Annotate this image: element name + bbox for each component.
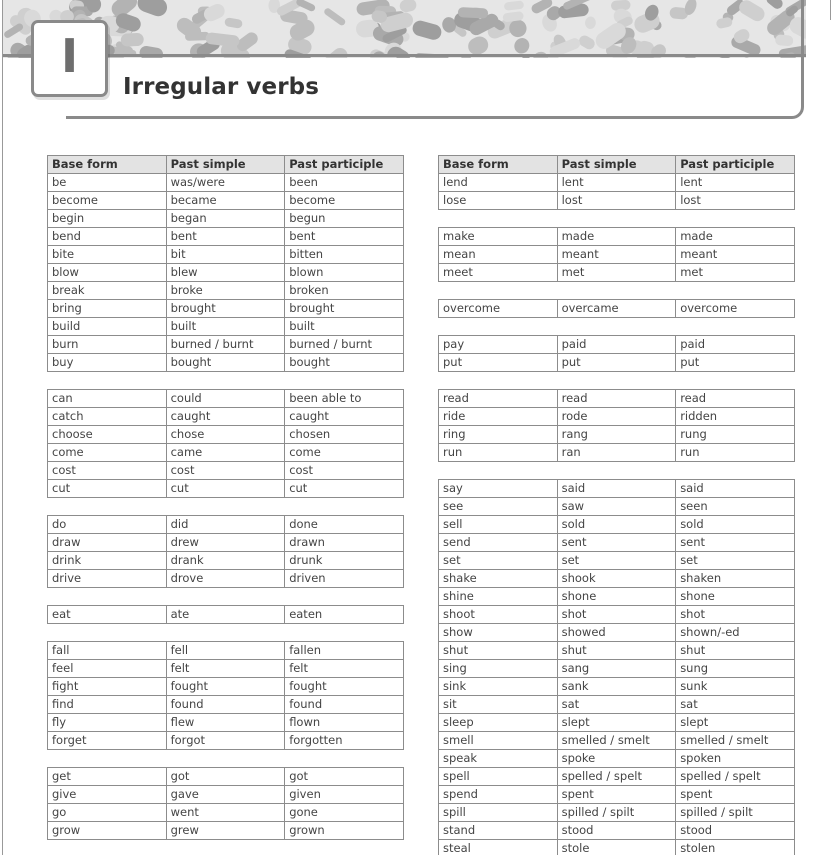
- past-participle-cell: been: [285, 174, 404, 192]
- past-simple-cell: spoke: [557, 750, 676, 768]
- past-simple-cell: showed: [557, 624, 676, 642]
- past-participle-cell: found: [285, 696, 404, 714]
- past-simple-cell: bit: [166, 246, 285, 264]
- past-participle-cell: felt: [285, 660, 404, 678]
- base-form-cell: lose: [439, 192, 558, 210]
- past-simple-cell: read: [557, 390, 676, 408]
- table-row: [439, 174, 795, 192]
- past-simple-cell: drew: [166, 534, 285, 552]
- base-form-cell: set: [439, 552, 558, 570]
- table-row: [48, 714, 404, 732]
- past-simple-cell: made: [557, 228, 676, 246]
- past-participle-cell: grown: [285, 822, 404, 840]
- table-row: [439, 624, 795, 642]
- past-participle-cell: broken: [285, 282, 404, 300]
- past-simple-cell: sat: [557, 696, 676, 714]
- base-form-cell: read: [439, 390, 558, 408]
- base-form-cell: eat: [48, 606, 167, 624]
- past-simple-cell: shook: [557, 570, 676, 588]
- base-form-cell: pay: [439, 336, 558, 354]
- table-row: [48, 336, 404, 354]
- past-simple-cell: rang: [557, 426, 676, 444]
- past-participle-cell: burned / burnt: [285, 336, 404, 354]
- base-form-cell: blow: [48, 264, 167, 282]
- base-form-cell: drive: [48, 570, 167, 588]
- past-participle-cell: ridden: [676, 408, 795, 426]
- past-participle-cell: been able to: [285, 390, 404, 408]
- past-simple-cell: stole: [557, 840, 676, 855]
- past-simple-cell: lent: [557, 174, 676, 192]
- past-simple-cell: smelled / smelt: [557, 732, 676, 750]
- past-simple-cell: cut: [166, 480, 285, 498]
- past-simple-cell: met: [557, 264, 676, 282]
- past-participle-cell: shut: [676, 642, 795, 660]
- past-simple-cell: found: [166, 696, 285, 714]
- past-simple-cell: chose: [166, 426, 285, 444]
- base-form-cell: cost: [48, 462, 167, 480]
- table-row: [439, 354, 795, 372]
- verb-table-right: [438, 155, 795, 855]
- past-simple-cell: fought: [166, 678, 285, 696]
- past-participle-cell: stolen: [676, 840, 795, 855]
- base-form-cell: begin: [48, 210, 167, 228]
- table-row: [439, 714, 795, 732]
- section-letter: I: [60, 28, 79, 83]
- past-participle-cell: shot: [676, 606, 795, 624]
- table-row: [439, 480, 795, 498]
- group-spacer: [48, 372, 404, 390]
- past-simple-cell: saw: [557, 498, 676, 516]
- base-form-cell: break: [48, 282, 167, 300]
- table-row: [439, 750, 795, 768]
- base-form-cell: sing: [439, 660, 558, 678]
- past-participle-cell: shown/-ed: [676, 624, 795, 642]
- base-form-cell: fight: [48, 678, 167, 696]
- table-row: [439, 534, 795, 552]
- table-row: [439, 426, 795, 444]
- past-simple-cell: could: [166, 390, 285, 408]
- past-simple-cell: was/were: [166, 174, 285, 192]
- base-form-cell: build: [48, 318, 167, 336]
- table-row: [439, 840, 795, 855]
- column-header-base-form: Base form: [48, 156, 167, 174]
- group-spacer: [48, 588, 404, 606]
- past-participle-cell: forgotten: [285, 732, 404, 750]
- past-participle-cell: got: [285, 768, 404, 786]
- group-spacer: [48, 624, 404, 642]
- table-row: [439, 660, 795, 678]
- past-simple-cell: became: [166, 192, 285, 210]
- table-row: [48, 192, 404, 210]
- base-form-cell: show: [439, 624, 558, 642]
- table-row: [439, 822, 795, 840]
- past-simple-cell: spelled / spelt: [557, 768, 676, 786]
- past-simple-cell: gave: [166, 786, 285, 804]
- past-simple-cell: sold: [557, 516, 676, 534]
- table-row: [439, 570, 795, 588]
- past-participle-cell: gone: [285, 804, 404, 822]
- column-header-past-participle: Past participle: [676, 156, 795, 174]
- base-form-cell: choose: [48, 426, 167, 444]
- base-form-cell: bend: [48, 228, 167, 246]
- table-header-row: [439, 156, 795, 174]
- past-simple-cell: broke: [166, 282, 285, 300]
- past-simple-cell: flew: [166, 714, 285, 732]
- past-participle-cell: driven: [285, 570, 404, 588]
- table-row: [439, 696, 795, 714]
- group-spacer: [439, 282, 795, 300]
- table-row: [439, 606, 795, 624]
- past-participle-cell: bought: [285, 354, 404, 372]
- base-form-cell: put: [439, 354, 558, 372]
- past-simple-cell: ran: [557, 444, 676, 462]
- base-form-cell: be: [48, 174, 167, 192]
- group-spacer: [439, 462, 795, 480]
- past-participle-cell: rung: [676, 426, 795, 444]
- base-form-cell: spend: [439, 786, 558, 804]
- past-simple-cell: sent: [557, 534, 676, 552]
- base-form-cell: fly: [48, 714, 167, 732]
- column-header-past-participle: Past participle: [285, 156, 404, 174]
- past-participle-cell: run: [676, 444, 795, 462]
- past-simple-cell: blew: [166, 264, 285, 282]
- base-form-cell: sit: [439, 696, 558, 714]
- past-simple-cell: began: [166, 210, 285, 228]
- past-participle-cell: bitten: [285, 246, 404, 264]
- table-row: [439, 444, 795, 462]
- past-simple-cell: paid: [557, 336, 676, 354]
- past-simple-cell: bent: [166, 228, 285, 246]
- base-form-cell: bite: [48, 246, 167, 264]
- table-row: [48, 642, 404, 660]
- base-form-cell: say: [439, 480, 558, 498]
- past-participle-cell: spent: [676, 786, 795, 804]
- base-form-cell: grow: [48, 822, 167, 840]
- past-participle-cell: eaten: [285, 606, 404, 624]
- group-spacer: [48, 498, 404, 516]
- table-header-row: [48, 156, 404, 174]
- group-spacer: [439, 318, 795, 336]
- past-participle-cell: spelled / spelt: [676, 768, 795, 786]
- column-header-base-form: Base form: [439, 156, 558, 174]
- past-simple-cell: felt: [166, 660, 285, 678]
- past-simple-cell: lost: [557, 192, 676, 210]
- table-row: [48, 462, 404, 480]
- past-participle-cell: flown: [285, 714, 404, 732]
- table-row: [48, 426, 404, 444]
- group-spacer: [439, 210, 795, 228]
- past-simple-cell: drank: [166, 552, 285, 570]
- table-row: [48, 516, 404, 534]
- table-row: [48, 732, 404, 750]
- base-form-cell: ride: [439, 408, 558, 426]
- table-row: [439, 264, 795, 282]
- past-simple-cell: set: [557, 552, 676, 570]
- table-row: [48, 390, 404, 408]
- base-form-cell: catch: [48, 408, 167, 426]
- table-row: [48, 534, 404, 552]
- base-form-cell: mean: [439, 246, 558, 264]
- past-participle-cell: become: [285, 192, 404, 210]
- table-row: [48, 210, 404, 228]
- past-participle-cell: put: [676, 354, 795, 372]
- base-form-cell: shoot: [439, 606, 558, 624]
- column-header-past-simple: Past simple: [166, 156, 285, 174]
- base-form-cell: ring: [439, 426, 558, 444]
- past-participle-cell: bent: [285, 228, 404, 246]
- table-row: [439, 642, 795, 660]
- past-participle-cell: set: [676, 552, 795, 570]
- past-participle-cell: chosen: [285, 426, 404, 444]
- past-participle-cell: paid: [676, 336, 795, 354]
- past-participle-cell: overcome: [676, 300, 795, 318]
- table-row: [48, 552, 404, 570]
- verb-table-left: [47, 155, 404, 840]
- table-row: [439, 300, 795, 318]
- past-simple-cell: put: [557, 354, 676, 372]
- past-participle-cell: smelled / smelt: [676, 732, 795, 750]
- past-simple-cell: brought: [166, 300, 285, 318]
- table-row: [48, 768, 404, 786]
- base-form-cell: burn: [48, 336, 167, 354]
- table-row: [439, 732, 795, 750]
- past-simple-cell: overcame: [557, 300, 676, 318]
- past-participle-cell: said: [676, 480, 795, 498]
- past-simple-cell: shot: [557, 606, 676, 624]
- past-participle-cell: blown: [285, 264, 404, 282]
- table-row: [48, 318, 404, 336]
- past-simple-cell: grew: [166, 822, 285, 840]
- past-participle-cell: lost: [676, 192, 795, 210]
- base-form-cell: shake: [439, 570, 558, 588]
- past-participle-cell: shaken: [676, 570, 795, 588]
- table-row: [48, 354, 404, 372]
- base-form-cell: give: [48, 786, 167, 804]
- past-participle-cell: built: [285, 318, 404, 336]
- base-form-cell: drink: [48, 552, 167, 570]
- base-form-cell: get: [48, 768, 167, 786]
- past-simple-cell: went: [166, 804, 285, 822]
- table-row: [439, 246, 795, 264]
- table-row: [48, 246, 404, 264]
- base-form-cell: sleep: [439, 714, 558, 732]
- base-form-cell: overcome: [439, 300, 558, 318]
- base-form-cell: forget: [48, 732, 167, 750]
- base-form-cell: draw: [48, 534, 167, 552]
- past-participle-cell: caught: [285, 408, 404, 426]
- past-simple-cell: meant: [557, 246, 676, 264]
- table-row: [48, 174, 404, 192]
- past-simple-cell: got: [166, 768, 285, 786]
- past-participle-cell: come: [285, 444, 404, 462]
- past-participle-cell: meant: [676, 246, 795, 264]
- base-form-cell: shut: [439, 642, 558, 660]
- past-simple-cell: came: [166, 444, 285, 462]
- base-form-cell: can: [48, 390, 167, 408]
- base-form-cell: cut: [48, 480, 167, 498]
- past-simple-cell: sang: [557, 660, 676, 678]
- table-row: [439, 228, 795, 246]
- past-participle-cell: read: [676, 390, 795, 408]
- base-form-cell: sell: [439, 516, 558, 534]
- past-participle-cell: fought: [285, 678, 404, 696]
- page-title: Irregular verbs: [123, 74, 320, 100]
- past-participle-cell: sent: [676, 534, 795, 552]
- past-participle-cell: sunk: [676, 678, 795, 696]
- table-row: [48, 408, 404, 426]
- past-participle-cell: seen: [676, 498, 795, 516]
- table-row: [48, 444, 404, 462]
- table-row: [48, 282, 404, 300]
- base-form-cell: become: [48, 192, 167, 210]
- past-simple-cell: slept: [557, 714, 676, 732]
- table-row: [439, 588, 795, 606]
- section-letter-box: [31, 20, 108, 97]
- table-row: [439, 192, 795, 210]
- past-simple-cell: bought: [166, 354, 285, 372]
- past-simple-cell: rode: [557, 408, 676, 426]
- past-simple-cell: said: [557, 480, 676, 498]
- base-form-cell: meet: [439, 264, 558, 282]
- past-simple-cell: fell: [166, 642, 285, 660]
- base-form-cell: smell: [439, 732, 558, 750]
- past-participle-cell: stood: [676, 822, 795, 840]
- past-simple-cell: did: [166, 516, 285, 534]
- past-simple-cell: caught: [166, 408, 285, 426]
- base-form-cell: shine: [439, 588, 558, 606]
- table-row: [439, 786, 795, 804]
- base-form-cell: stand: [439, 822, 558, 840]
- base-form-cell: bring: [48, 300, 167, 318]
- past-participle-cell: cost: [285, 462, 404, 480]
- past-participle-cell: sold: [676, 516, 795, 534]
- past-simple-cell: spilled / spilt: [557, 804, 676, 822]
- group-spacer: [48, 750, 404, 768]
- past-simple-cell: sank: [557, 678, 676, 696]
- base-form-cell: sink: [439, 678, 558, 696]
- table-row: [439, 408, 795, 426]
- table-row: [48, 822, 404, 840]
- past-simple-cell: cost: [166, 462, 285, 480]
- base-form-cell: see: [439, 498, 558, 516]
- base-form-cell: send: [439, 534, 558, 552]
- group-spacer: [439, 372, 795, 390]
- past-participle-cell: met: [676, 264, 795, 282]
- past-simple-cell: burned / burnt: [166, 336, 285, 354]
- base-form-cell: make: [439, 228, 558, 246]
- past-simple-cell: built: [166, 318, 285, 336]
- past-participle-cell: sat: [676, 696, 795, 714]
- base-form-cell: buy: [48, 354, 167, 372]
- past-participle-cell: brought: [285, 300, 404, 318]
- past-participle-cell: spoken: [676, 750, 795, 768]
- page-edge-line: [2, 0, 3, 855]
- table-row: [439, 552, 795, 570]
- header-frame: [66, 0, 804, 119]
- past-participle-cell: made: [676, 228, 795, 246]
- past-participle-cell: drawn: [285, 534, 404, 552]
- table-row: [48, 480, 404, 498]
- base-form-cell: spill: [439, 804, 558, 822]
- base-form-cell: lend: [439, 174, 558, 192]
- past-participle-cell: sung: [676, 660, 795, 678]
- table-row: [48, 228, 404, 246]
- past-participle-cell: given: [285, 786, 404, 804]
- table-row: [48, 300, 404, 318]
- table-row: [48, 696, 404, 714]
- table-row: [439, 516, 795, 534]
- base-form-cell: feel: [48, 660, 167, 678]
- past-participle-cell: lent: [676, 174, 795, 192]
- base-form-cell: steal: [439, 840, 558, 855]
- past-participle-cell: done: [285, 516, 404, 534]
- table-row: [48, 606, 404, 624]
- past-participle-cell: shone: [676, 588, 795, 606]
- table-row: [439, 804, 795, 822]
- past-participle-cell: drunk: [285, 552, 404, 570]
- past-participle-cell: cut: [285, 480, 404, 498]
- past-simple-cell: stood: [557, 822, 676, 840]
- table-row: [48, 804, 404, 822]
- base-form-cell: find: [48, 696, 167, 714]
- past-simple-cell: spent: [557, 786, 676, 804]
- base-form-cell: run: [439, 444, 558, 462]
- table-row: [48, 264, 404, 282]
- table-row: [439, 678, 795, 696]
- table-row: [48, 786, 404, 804]
- past-participle-cell: begun: [285, 210, 404, 228]
- table-row: [48, 678, 404, 696]
- past-simple-cell: shut: [557, 642, 676, 660]
- column-header-past-simple: Past simple: [557, 156, 676, 174]
- past-participle-cell: slept: [676, 714, 795, 732]
- base-form-cell: do: [48, 516, 167, 534]
- page-edge-line-right: [830, 0, 831, 20]
- past-simple-cell: forgot: [166, 732, 285, 750]
- past-participle-cell: fallen: [285, 642, 404, 660]
- table-row: [439, 336, 795, 354]
- table-row: [439, 498, 795, 516]
- base-form-cell: fall: [48, 642, 167, 660]
- table-row: [48, 660, 404, 678]
- base-form-cell: spell: [439, 768, 558, 786]
- base-form-cell: come: [48, 444, 167, 462]
- past-participle-cell: spilled / spilt: [676, 804, 795, 822]
- base-form-cell: speak: [439, 750, 558, 768]
- base-form-cell: go: [48, 804, 167, 822]
- past-simple-cell: drove: [166, 570, 285, 588]
- past-simple-cell: ate: [166, 606, 285, 624]
- past-simple-cell: shone: [557, 588, 676, 606]
- table-row: [439, 768, 795, 786]
- table-row: [439, 390, 795, 408]
- table-row: [48, 570, 404, 588]
